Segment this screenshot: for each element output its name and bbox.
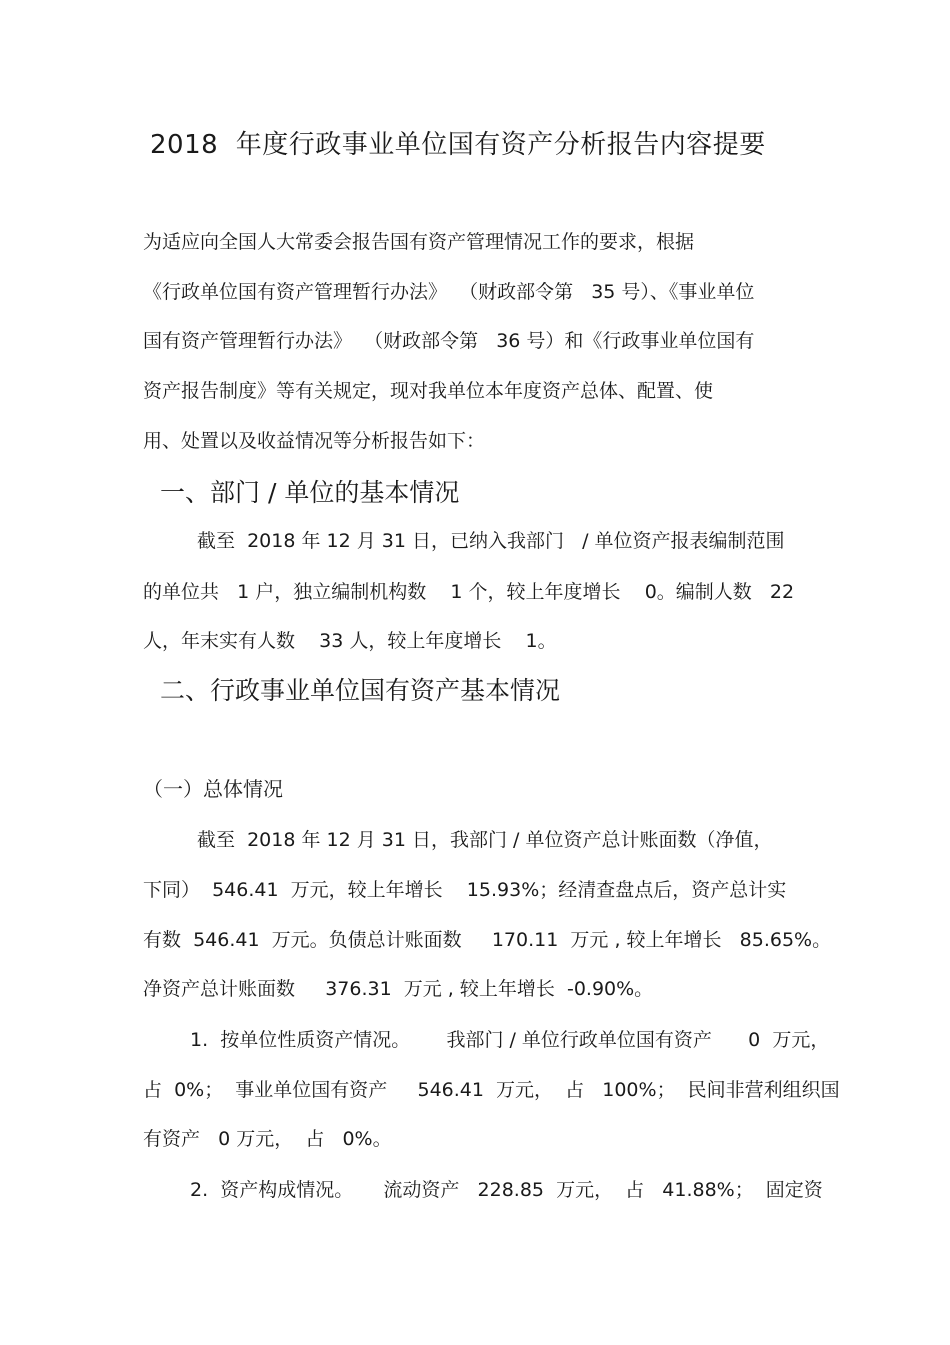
paragraph-line: 人，年末实有人数 33 人，较上年度增长 1。 xyxy=(143,630,557,652)
paragraph-line: 有数 546.41 万元。负债总计账面数 170.11 万元 , 较上年增长 85.65%。 xyxy=(143,929,832,951)
list-item-line: 2. 资产构成情况。 流动资产 228.85 万元， 占 41.88%； 固定资 xyxy=(190,1179,823,1201)
paragraph-line: 下同） 546.41 万元，较上年增长 15.93%；经清查盘点后，资产总计实 xyxy=(143,879,787,901)
intro-line: 为适应向全国人大常委会报告国有资产管理情况工作的要求，根据 xyxy=(143,231,695,253)
list-item-line: 有资产 0 万元， 占 0%。 xyxy=(143,1128,392,1150)
paragraph-line: 净资产总计账面数 376.31 万元 , 较上年增长 -0.90%。 xyxy=(143,978,654,1000)
paragraph-line: 截至 2018 年 12 月 31 日，已纳入我部门 / 单位资产报表编制范围 xyxy=(197,530,785,552)
section-heading: 一、部门 / 单位的基本情况 xyxy=(160,478,460,507)
paragraph-line: 截至 2018 年 12 月 31 日，我部门 / 单位资产总计账面数（净值， xyxy=(197,829,773,851)
intro-line: 《行政单位国有资产管理暂行办法》 （财政部令第 35 号）、《事业单位 xyxy=(143,281,755,303)
intro-line: 国有资产管理暂行办法》 （财政部令第 36 号）和《行政事业单位国有 xyxy=(143,330,755,352)
document-title: 2018 年度行政事业单位国有资产分析报告内容提要 xyxy=(150,130,766,160)
list-item-line: 1. 按单位性质资产情况。 我部门 / 单位行政单位国有资产 0 万元， xyxy=(190,1029,830,1051)
section-heading: 二、行政事业单位国有资产基本情况 xyxy=(160,676,561,705)
intro-line: 用、处置以及收益情况等分析报告如下： xyxy=(143,430,486,452)
list-item-line: 占 0%； 事业单位国有资产 546.41 万元， 占 100%； 民间非营利组织国 xyxy=(143,1079,840,1101)
intro-line: 资产报告制度》等有关规定，现对我单位本年度资产总体、配置、使 xyxy=(143,380,714,402)
subsection-heading: （一）总体情况 xyxy=(143,777,283,801)
paragraph-line: 的单位共 1 户，独立编制机构数 1 个，较上年度增长 0。编制人数 22 xyxy=(143,581,795,603)
